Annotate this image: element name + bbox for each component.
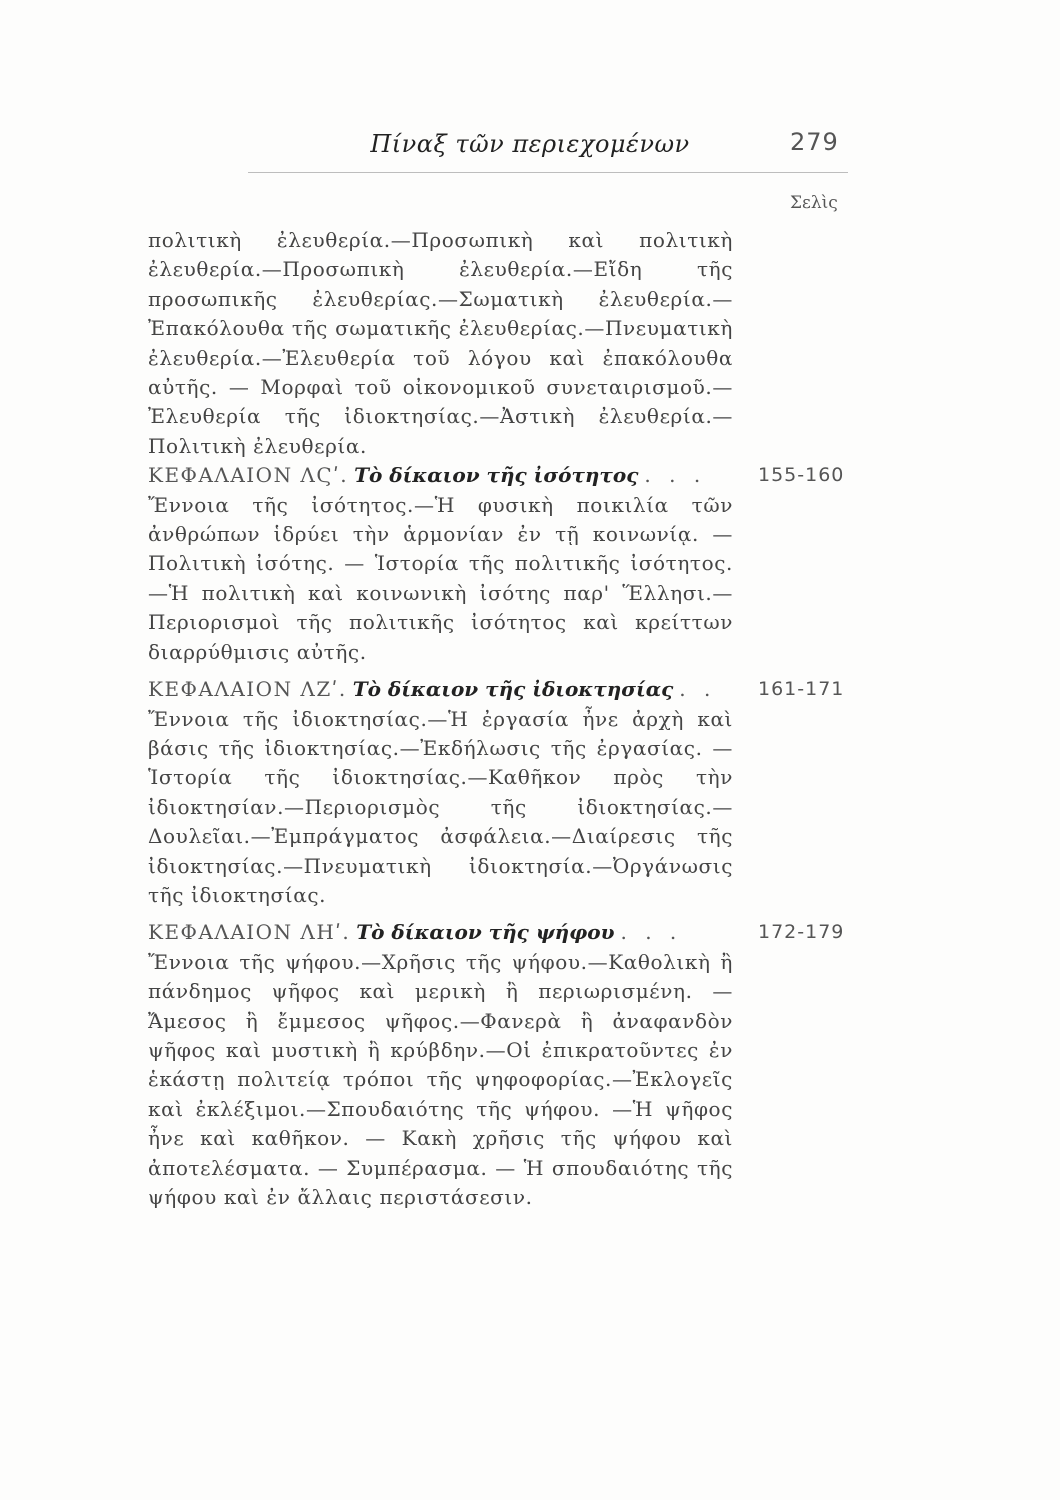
continued-summary: πολιτικὴ ἐλευθερία.—Προσωπικὴ καὶ πολιτικὴ ἐλευθερία.—Προσωπικὴ ἐλευθερία.—Εἴδη τῆς προσωπικῆς ἐλευθερίας.—Σωματικὴ ἐλευθερία.—Ἐπακόλουθα τῆς σωματικῆς ἐλευθερίας.—Πνευματικὴ ἐλευθερία.—Ἐλευθερία τοῦ λόγου καὶ ἐπακόλουθα αὐτῆς. — Μορφαὶ τοῦ οἰκονομικοῦ συνεταιρισμοῦ.—Ἐλευθερία τῆς ἰδιοκτησίας.—Ἀστικὴ ἐλευθερία.—Πολιτικὴ ἐλευθερία. — [148, 228, 733, 458]
page-number: 279 — [790, 128, 839, 156]
pages-column-label: Σελὶς — [790, 193, 838, 213]
header-rule — [248, 172, 848, 173]
chapter-entry-heading — [148, 461, 845, 490]
chapter-page-range: 161-171 — [758, 678, 845, 701]
chapter-summary: Ἔννοια τῆς ψήφου.—Χρῆσις τῆς ψήφου.—Καθολικὴ ἢ πάνδημος ψῆφος καὶ μερικὴ ἢ περιωρισμένη. —Ἄμεσος ἢ ἔμμεσος ψῆφος.—Φανερὰ ἢ ἀναφανδὸν ψῆφος καὶ μυστικὴ ἢ κρύβδην.—Οἱ ἐπικρατοῦντες ἐν ἑκάστῃ πολιτείᾳ τρόποι τῆς ψηφοφορίας.—Ἐκλογεῖς καὶ ἐκλέξιμοι.—Σπουδαιότης τῆς ψήφου. —Ἡ ψῆφος ἦνε καὶ καθῆκον. — Κακὴ χρῆσις τῆς ψήφου καὶ ἀποτελέσματα. — Συμπέρασμα. — Ἡ σπουδαιότης τῆς ψήφου καὶ ἐν ἄλλαις περιστάσεσιν. — [148, 949, 733, 1209]
chapter-page-range: 172-179 — [758, 921, 845, 944]
chapter-entry-heading — [148, 918, 845, 947]
chapter-label: ΚΕΦΑΛΑΙΟΝ ΛϚʹ. — [148, 463, 349, 488]
chapter-label: ΚΕΦΑΛΑΙΟΝ ΛΗʹ. — [148, 920, 351, 945]
leader-dots: . . . — [644, 463, 707, 488]
chapter-summary: Ἔννοια τῆς ἰδιοκτησίας.—Ἡ ἐργασία ἦνε ἀρχὴ καὶ βάσις τῆς ἰδιοκτησίας.—Ἐκδήλωσις τῆς ἐργασίας. —Ἱστορία τῆς ἰδιοκτησίας.—Καθῆκον πρὸς τὴν ἰδιοκτησίαν.—Περιορισμὸς τῆς ἰδιοκτησίας.—Δουλεῖαι.—Ἐμπράγματος ἀσφάλεια.—Διαίρεσις τῆς ἰδιοκτησίας.—Πνευματικὴ ἰδιοκτησία.—Ὀργάνωσις τῆς ἰδιοκτησίας. — [148, 706, 733, 907]
chapter-page-range: 155-160 — [758, 464, 845, 487]
chapter-title: Τὸ δίκαιον τῆς ἰσότητος — [354, 463, 639, 488]
toc-body — [148, 226, 845, 1220]
leader-dots: . . . — [620, 920, 683, 945]
chapter-label: ΚΕΦΑΛΑΙΟΝ ΛΖʹ. — [148, 677, 347, 702]
chapter-summary: Ἔννοια τῆς ἰσότητος.—Ἡ φυσικὴ ποικιλία τῶν ἀνθρώπων ἱδρύει τὴν ἁρμονίαν ἐν τῇ κοινωνίᾳ. — Πολιτικὴ ἰσότης. — Ἱστορία τῆς πολιτικῆς ἰσότητος.—Ἡ πολιτικὴ καὶ κοινωνικὴ ἰσότης παρ' Ἕλλησι.—Περιορισμοὶ τῆς πολιτικῆς ἰσότητος καὶ κρείττων διαρρύθμισις αὐτῆς. — [148, 492, 733, 664]
running-header-title: Πίναξ τῶν περιεχομένων — [370, 130, 690, 158]
chapter-title: Τὸ δίκαιον τῆς ἰδιοκτησίας — [352, 677, 674, 702]
leader-dots: . . — [679, 677, 717, 702]
chapter-entry-heading — [148, 675, 845, 704]
chapter-title: Τὸ δίκαιον τῆς ψήφου — [356, 920, 615, 945]
